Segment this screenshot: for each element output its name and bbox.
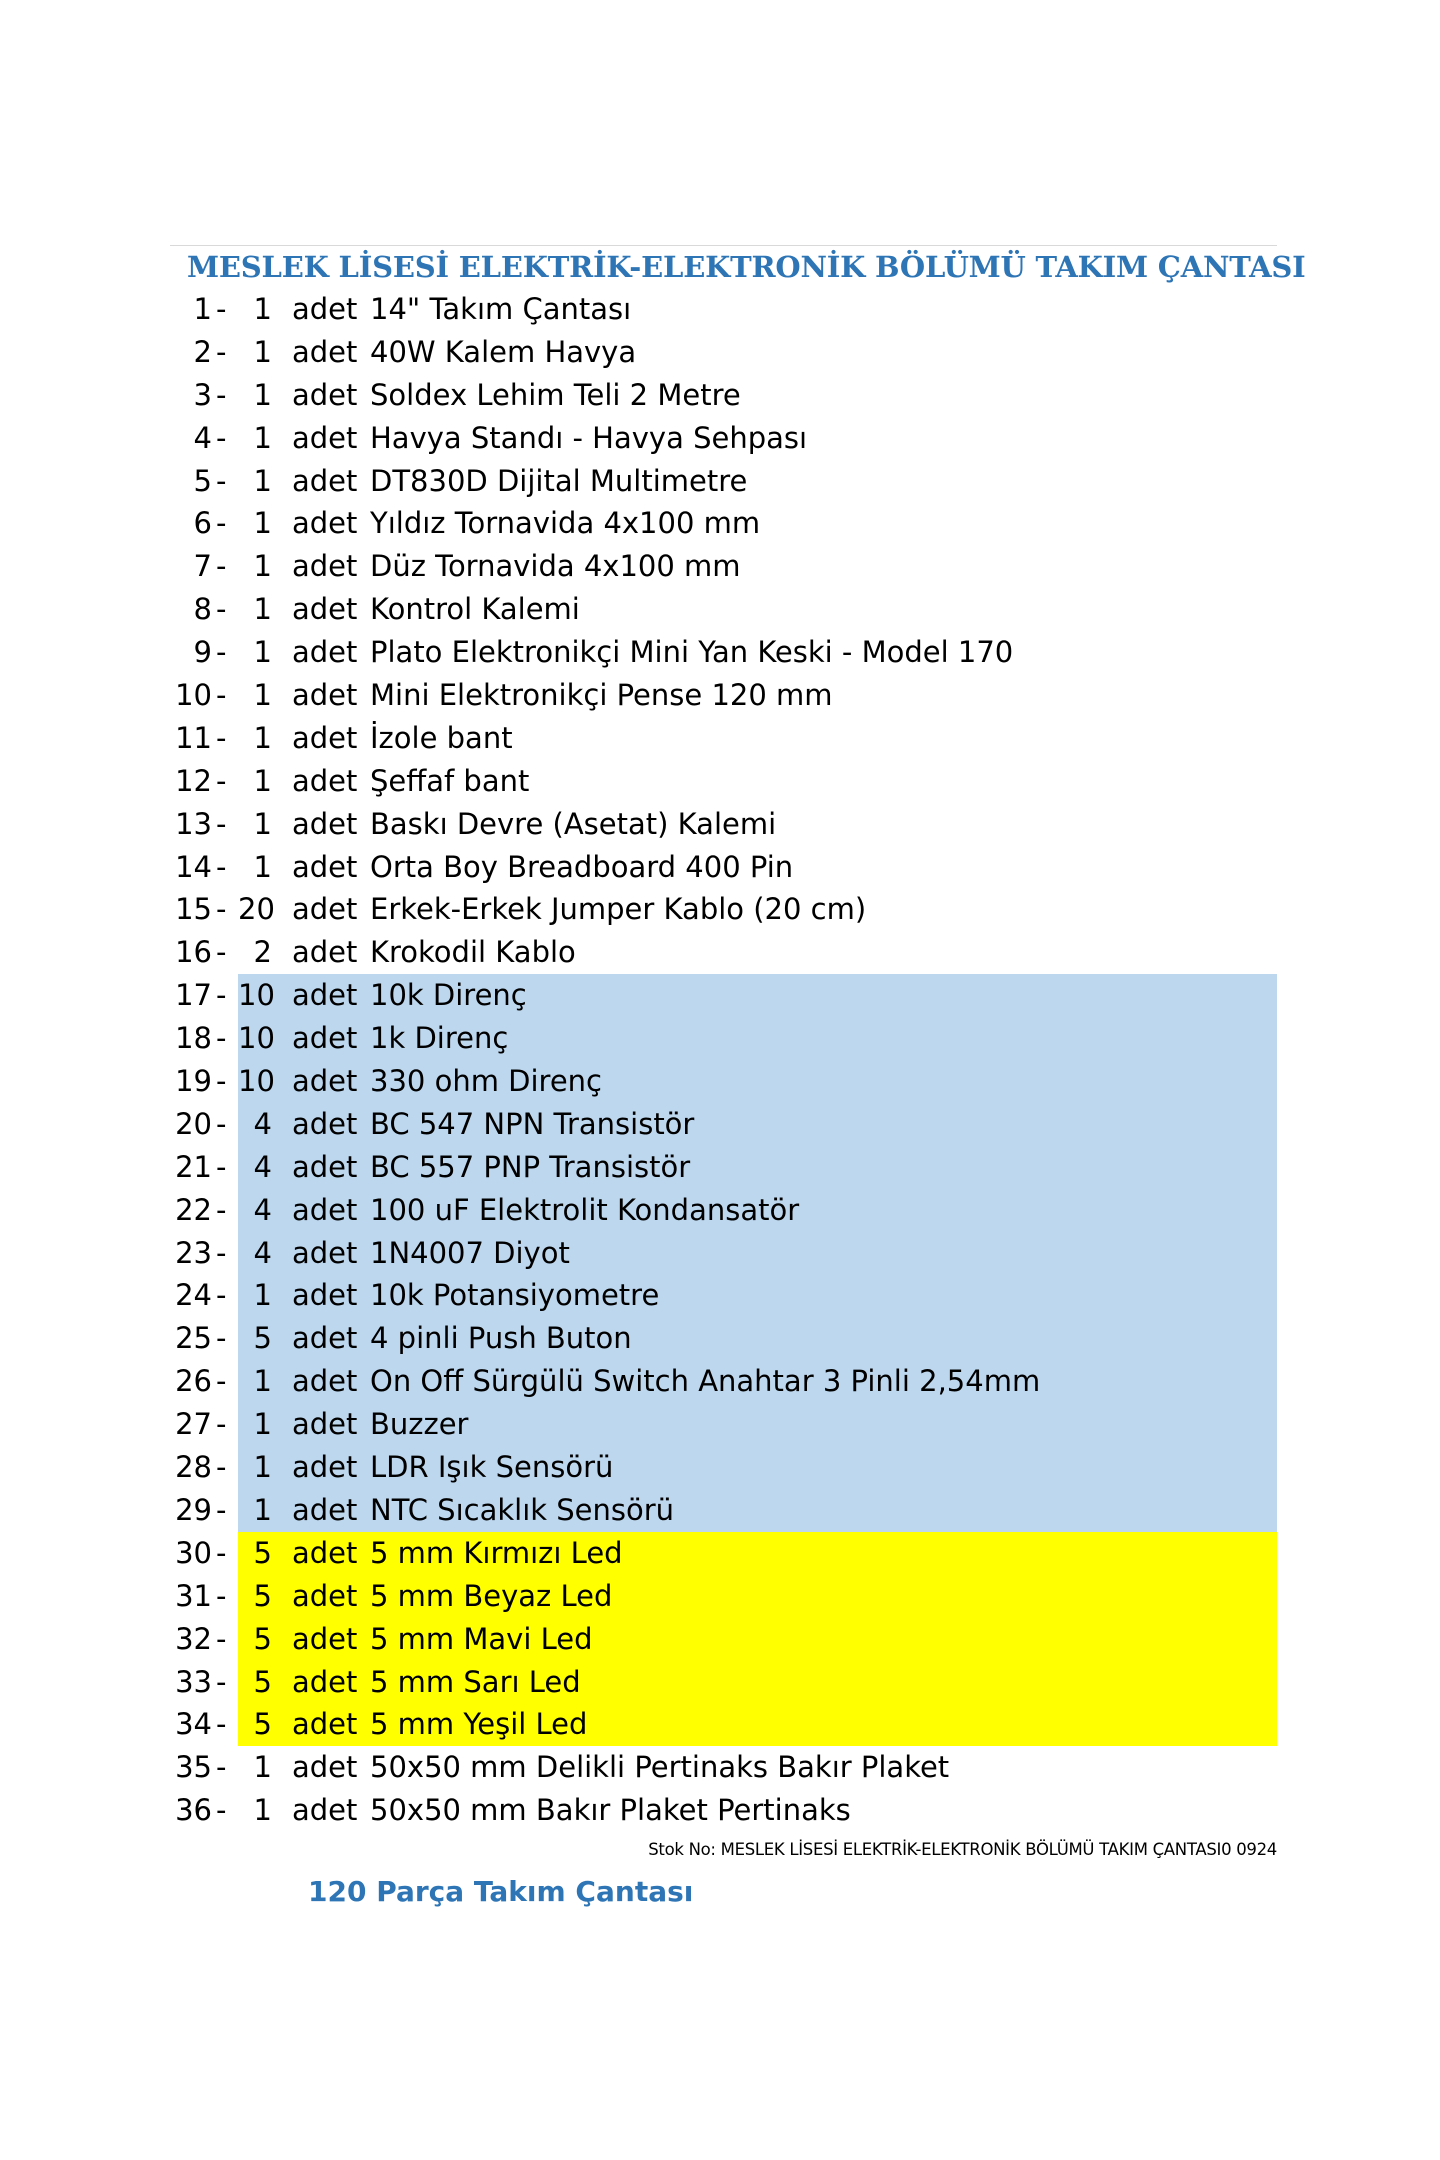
item-number: 35: [175, 1750, 212, 1785]
item-number: 22: [175, 1192, 212, 1227]
item-separator: -: [216, 1106, 227, 1141]
item-quantity: 2: [253, 935, 272, 970]
item-separator: -: [216, 377, 227, 412]
item-separator: -: [216, 1793, 227, 1828]
item-name: 10k Direnç: [370, 978, 527, 1013]
stock-number: Stok No: MESLEK LİSESİ ELEKTRİK-ELEKTRONİK BÖLÜMÜ TAKIM ÇANTASI0 0924: [648, 1840, 1277, 1860]
item-quantity: 1: [253, 1750, 272, 1785]
list-item: [170, 1360, 1277, 1403]
item-unit: adet: [292, 1364, 358, 1399]
item-quantity: 4: [253, 1149, 272, 1184]
item-quantity: 10: [238, 1064, 275, 1099]
item-quantity: 5: [253, 1535, 272, 1570]
item-name: Baskı Devre (Asetat) Kalemi: [370, 806, 777, 841]
list-item: [170, 1274, 1277, 1317]
list-item: [170, 974, 1277, 1017]
item-unit: adet: [292, 506, 358, 541]
item-name: 10k Potansiyometre: [370, 1278, 660, 1313]
item-quantity: 1: [253, 463, 272, 498]
item-name: 100 uF Elektrolit Kondansatör: [370, 1192, 800, 1227]
list-item: [170, 545, 1277, 588]
item-quantity: 1: [253, 806, 272, 841]
item-number: 5: [193, 463, 212, 498]
item-name: BC 547 NPN Transistör: [370, 1106, 695, 1141]
item-unit: adet: [292, 1793, 358, 1828]
item-name: 5 mm Mavi Led: [370, 1621, 593, 1656]
item-number: 23: [175, 1235, 212, 1270]
item-quantity: 20: [238, 892, 275, 927]
list-item: [170, 931, 1277, 974]
item-unit: adet: [292, 377, 358, 412]
document-sheet: [170, 245, 1306, 1912]
item-name: 5 mm Sarı Led: [370, 1664, 581, 1699]
item-name: BC 557 PNP Transistör: [370, 1149, 691, 1184]
item-number: 2: [193, 334, 212, 369]
list-item: [170, 1532, 1277, 1575]
item-separator: -: [216, 763, 227, 798]
item-unit: adet: [292, 334, 358, 369]
item-quantity: 4: [253, 1192, 272, 1227]
item-unit: adet: [292, 1578, 358, 1613]
item-name: 40W Kalem Havya: [370, 334, 637, 369]
item-number: 26: [175, 1364, 212, 1399]
item-number: 30: [175, 1535, 212, 1570]
item-separator: -: [216, 892, 227, 927]
item-unit: adet: [292, 1750, 358, 1785]
list-item: [170, 331, 1277, 374]
item-number: 8: [193, 592, 212, 627]
item-name: 50x50 mm Delikli Pertinaks Bakır Plaket: [370, 1750, 950, 1785]
item-name: 5 mm Kırmızı Led: [370, 1535, 623, 1570]
item-name: 50x50 mm Bakır Plaket Pertinaks: [370, 1793, 851, 1828]
item-name: 14" Takım Çantası: [370, 292, 632, 326]
item-quantity: 1: [253, 763, 272, 798]
item-separator: -: [216, 935, 227, 970]
list-item: [170, 417, 1277, 460]
list-item: [170, 1017, 1277, 1060]
item-unit: adet: [292, 1106, 358, 1141]
list-item: [170, 1146, 1277, 1189]
list-item: [170, 1189, 1277, 1232]
item-number: 1: [193, 292, 212, 326]
item-separator: -: [216, 1750, 227, 1785]
list-item: [170, 1703, 1277, 1746]
item-unit: adet: [292, 463, 358, 498]
item-separator: -: [216, 1149, 227, 1184]
item-quantity: 5: [253, 1321, 272, 1356]
item-quantity: 1: [253, 1492, 272, 1527]
item-quantity: 5: [253, 1707, 272, 1742]
item-number: 6: [193, 506, 212, 541]
item-unit: adet: [292, 1321, 358, 1356]
item-name: Kontrol Kalemi: [370, 592, 580, 627]
item-unit: adet: [292, 1278, 358, 1313]
item-name: Şeffaf bant: [370, 763, 530, 798]
list-item: [170, 288, 1277, 331]
item-quantity: 1: [253, 720, 272, 755]
item-unit: adet: [292, 978, 358, 1013]
item-separator: -: [216, 1064, 227, 1099]
item-number: 24: [175, 1278, 212, 1313]
item-separator: -: [216, 463, 227, 498]
list-item: [170, 1746, 1277, 1789]
item-quantity: 1: [253, 678, 272, 713]
item-separator: -: [216, 1021, 227, 1056]
item-unit: adet: [292, 292, 358, 326]
item-unit: adet: [292, 763, 358, 798]
item-separator: -: [216, 720, 227, 755]
item-separator: -: [216, 1235, 227, 1270]
item-number: 12: [175, 763, 212, 798]
list-item: [170, 674, 1277, 717]
item-unit: adet: [292, 720, 358, 755]
item-name: 4 pinli Push Buton: [370, 1321, 632, 1356]
list-item: [170, 1489, 1277, 1532]
item-separator: -: [216, 1578, 227, 1613]
item-unit: adet: [292, 1064, 358, 1099]
item-number: 34: [175, 1707, 212, 1742]
item-separator: -: [216, 1192, 227, 1227]
item-separator: -: [216, 678, 227, 713]
list-item: [170, 1232, 1277, 1275]
item-name: 5 mm Yeşil Led: [370, 1707, 588, 1742]
item-unit: adet: [292, 1450, 358, 1485]
list-item: [170, 631, 1277, 674]
item-name: 1N4007 Diyot: [370, 1235, 570, 1270]
document-title: MESLEK LİSESİ ELEKTRİK-ELEKTRONİK BÖLÜMÜ TAKIM ÇANTASI: [187, 250, 1306, 284]
item-name: Buzzer: [370, 1407, 469, 1442]
item-name: Mini Elektronikçi Pense 120 mm: [370, 678, 833, 713]
item-separator: -: [216, 978, 227, 1013]
item-name: Orta Boy Breadboard 400 Pin: [370, 849, 794, 884]
item-separator: -: [216, 1492, 227, 1527]
list-item: [170, 717, 1277, 760]
item-number: 17: [175, 978, 212, 1013]
item-list: [170, 288, 1277, 1832]
item-quantity: 1: [253, 506, 272, 541]
item-separator: -: [216, 1707, 227, 1742]
item-quantity: 5: [253, 1664, 272, 1699]
item-unit: adet: [292, 1149, 358, 1184]
item-number: 33: [175, 1664, 212, 1699]
item-quantity: 10: [238, 1021, 275, 1056]
item-quantity: 1: [253, 377, 272, 412]
item-unit: adet: [292, 1492, 358, 1527]
item-number: 19: [175, 1064, 212, 1099]
item-name: NTC Sıcaklık Sensörü: [370, 1492, 675, 1527]
item-separator: -: [216, 1278, 227, 1313]
item-separator: -: [216, 292, 227, 326]
list-item: [170, 760, 1277, 803]
list-item: [170, 1575, 1277, 1618]
item-separator: -: [216, 1664, 227, 1699]
item-quantity: 5: [253, 1578, 272, 1613]
item-quantity: 1: [253, 1793, 272, 1828]
item-name: DT830D Dijital Multimetre: [370, 463, 748, 498]
item-name: Havya Standı - Havya Sehpası: [370, 420, 808, 455]
item-separator: -: [216, 506, 227, 541]
item-separator: -: [216, 806, 227, 841]
item-separator: -: [216, 1535, 227, 1570]
item-unit: adet: [292, 1021, 358, 1056]
item-separator: -: [216, 849, 227, 884]
item-number: 36: [175, 1793, 212, 1828]
item-name: 1k Direnç: [370, 1021, 509, 1056]
item-quantity: 1: [253, 1364, 272, 1399]
item-number: 14: [175, 849, 212, 884]
item-number: 16: [175, 935, 212, 970]
list-item: [170, 888, 1277, 931]
list-item: [170, 460, 1277, 503]
item-name: 330 ohm Direnç: [370, 1064, 602, 1099]
item-separator: -: [216, 592, 227, 627]
item-number: 11: [175, 720, 212, 755]
item-quantity: 1: [253, 292, 272, 326]
item-unit: adet: [292, 892, 358, 927]
item-unit: adet: [292, 1535, 358, 1570]
list-item: [170, 374, 1277, 417]
item-quantity: 10: [238, 978, 275, 1013]
item-quantity: 4: [253, 1235, 272, 1270]
item-number: 32: [175, 1621, 212, 1656]
item-quantity: 5: [253, 1621, 272, 1656]
list-item: [170, 1446, 1277, 1489]
item-quantity: 1: [253, 635, 272, 670]
item-quantity: 1: [253, 549, 272, 584]
item-quantity: 1: [253, 1450, 272, 1485]
item-unit: adet: [292, 1235, 358, 1270]
item-separator: -: [216, 334, 227, 369]
item-name: Yıldız Tornavida 4x100 mm: [370, 506, 761, 541]
summary-text: 120 Parça Takım Çantası: [308, 1875, 694, 1909]
item-unit: adet: [292, 1664, 358, 1699]
item-quantity: 1: [253, 420, 272, 455]
item-name: İzole bant: [370, 720, 513, 755]
item-unit: adet: [292, 592, 358, 627]
list-item: [170, 803, 1277, 846]
item-name: On Off Sürgülü Switch Anahtar 3 Pinli 2,54mm: [370, 1364, 1041, 1399]
item-name: LDR Işık Sensörü: [370, 1450, 614, 1485]
item-name: Soldex Lehim Teli 2 Metre: [370, 377, 741, 412]
list-item: [170, 502, 1277, 545]
item-separator: -: [216, 1364, 227, 1399]
item-unit: adet: [292, 849, 358, 884]
item-unit: adet: [292, 1192, 358, 1227]
list-item: [170, 846, 1277, 889]
list-item: [170, 1060, 1277, 1103]
item-number: 28: [175, 1450, 212, 1485]
item-number: 25: [175, 1321, 212, 1356]
item-unit: adet: [292, 806, 358, 841]
item-quantity: 1: [253, 1278, 272, 1313]
item-unit: adet: [292, 1621, 358, 1656]
item-number: 15: [175, 892, 212, 927]
item-name: 5 mm Beyaz Led: [370, 1578, 613, 1613]
item-separator: -: [216, 1321, 227, 1356]
list-item: [170, 1618, 1277, 1661]
item-number: 18: [175, 1021, 212, 1056]
list-item: [170, 1103, 1277, 1146]
item-number: 4: [193, 420, 212, 455]
item-separator: -: [216, 1621, 227, 1656]
item-unit: adet: [292, 420, 358, 455]
list-item: [170, 1661, 1277, 1704]
item-number: 13: [175, 806, 212, 841]
item-separator: -: [216, 1407, 227, 1442]
item-number: 10: [175, 678, 212, 713]
item-unit: adet: [292, 1407, 358, 1442]
item-number: 27: [175, 1407, 212, 1442]
item-number: 20: [175, 1106, 212, 1141]
item-number: 3: [193, 377, 212, 412]
item-separator: -: [216, 1450, 227, 1485]
item-number: 9: [193, 635, 212, 670]
item-separator: -: [216, 420, 227, 455]
item-quantity: 1: [253, 592, 272, 627]
item-unit: adet: [292, 935, 358, 970]
item-name: Krokodil Kablo: [370, 935, 576, 970]
item-quantity: 4: [253, 1106, 272, 1141]
item-number: 7: [193, 549, 212, 584]
item-unit: adet: [292, 1707, 358, 1742]
list-item: [170, 588, 1277, 631]
list-item: [170, 1317, 1277, 1360]
item-number: 21: [175, 1149, 212, 1184]
item-unit: adet: [292, 678, 358, 713]
item-quantity: 1: [253, 1407, 272, 1442]
item-name: Plato Elektronikçi Mini Yan Keski - Model 170: [370, 635, 1014, 670]
item-separator: -: [216, 549, 227, 584]
item-number: 29: [175, 1492, 212, 1527]
item-separator: -: [216, 635, 227, 670]
list-item: [170, 1403, 1277, 1446]
item-unit: adet: [292, 635, 358, 670]
item-name: Düz Tornavida 4x100 mm: [370, 549, 741, 584]
item-name: Erkek-Erkek Jumper Kablo (20 cm): [370, 892, 867, 927]
item-unit: adet: [292, 549, 358, 584]
item-quantity: 1: [253, 334, 272, 369]
list-item: [170, 1789, 1277, 1832]
item-quantity: 1: [253, 849, 272, 884]
item-number: 31: [175, 1578, 212, 1613]
